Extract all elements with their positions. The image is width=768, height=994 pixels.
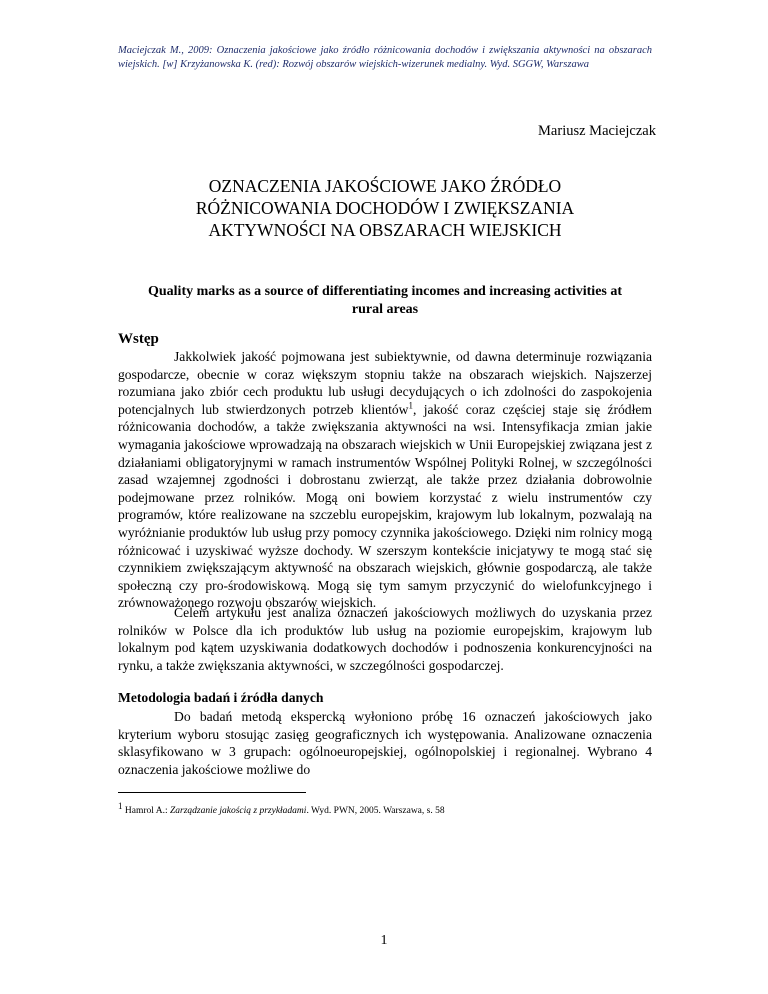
footnote-divider [118,792,306,793]
citation-header: Maciejczak M., 2009: Oznaczenia jakościowe jako źródło różnicowania dochodów i zwiększania aktywności na obszarach wiejskich. [w] Krzyżanowska K. (red): Rozwój obszarów wiejskich-wizerunek medialny. Wyd. SGGW, Warszawa [118,45,652,70]
paper-title [118,175,652,241]
title-line-1: OZNACZENIA JAKOŚCIOWE JAKO ŹRÓDŁO [208,176,562,196]
intro-text-b: , jakość coraz częściej staje się źródłem różnicowania dochodów, a także zwiększania aktywności na wsi. Intensyfikacja zmian jakie wymagania jakościowe wprowadzają na obszarach wiejskich w Unii Europejskiej związana jest z działaniami obligatoryjnymi w ramach instrumentów Wspólnej Polityki Rolnej, w szczególności zasad wzajemnej zgodności i dobrostanu zwierząt, ale także przez działania dobrowolnie podejmowane przez rolników. Mogą oni bowiem korzystać z wielu instrumentów czy programów, które realizowane na szczeblu europejskim, krajowym lub lokalnym, pozwalają na wyróżnianie produktów lub usług przy pomocy czynnika jakościowego. Dzięki nim rolnicy mogą różnicować i uzyskiwać wyższe dochody. W szerszym kontekście inicjatywy te mogą stać się czynnikiem zwiększającym aktywność na obszarach wiejskich, głównie gospodarczą, ale także społeczną czy pro-środowiskową. Mogą się tym samym przyczynić do wielofunkcyjnego i zrównoważonego rozwoju obszarów wiejskich. [118,401,652,611]
section-heading-methodology: Metodologia badań i źródła danych [118,690,324,705]
english-subtitle: Quality marks as a source of differentiating incomes and increasing activities at rural areas [147,284,623,317]
page-number: 1 [380,933,388,948]
footnote-title: Zarządzanie jakością z przykładami [170,806,307,817]
intro-text-a: Jakkolwiek jakość pojmowana jest subiektywnie, od dawna determinuje rozwiązania gospodarcze, obecnie w coraz większym stopniu także na obszarach wiejskich. Najszerzej rozumiana jako zbiór cech produktu lub usługi decydujących o ich zdolności do zaspokojenia potencjalnych lub stwierdzonych potrzeb klientów [118,349,652,417]
footnote [118,801,652,817]
section-heading-intro: Wstęp [118,331,159,347]
footnote-author: Hamrol A.: [124,806,170,817]
footnote-rest: . Wyd. PWN, 2005. Warszawa, s. 58 [306,806,445,817]
author-name: Mariusz Maciejczak [538,123,656,139]
title-line-3: AKTYWNOŚCI NA OBSZARACH WIEJSKICH [208,220,562,240]
intro-paragraph-2: Celem artykułu jest analiza oznaczeń jakościowych możliwych do uzyskania przez rolników w Polsce dla ich produktów lub usług na poziomie europejskim, krajowym lub lokalnym pod kątem uzyskiwania dodatkowych dochodów i podnoszenia konkurencyjności na rynku, a także zwiększania aktywności, w szczególności gospodarczej. [118,605,652,673]
footnote-number: 1 [118,801,123,811]
intro-paragraph-1 [118,348,652,612]
footnote-ref: 1 [408,400,413,411]
methodology-paragraph: Do badań metodą ekspercką wyłoniono próbę 16 oznaczeń jakościowych jako kryterium wyboru stosując zasięg geograficznych ich występowania. Analizowane oznaczenia sklasyfikowano w 3 grupach: ogólnoeuropejskiej, ogólnopolskiej i regionalnej. Wybrano 4 oznaczenia jakościowe możliwe do [118,709,652,777]
title-line-2: RÓŻNICOWANIA DOCHODÓW I ZWIĘKSZANIA [195,198,575,218]
